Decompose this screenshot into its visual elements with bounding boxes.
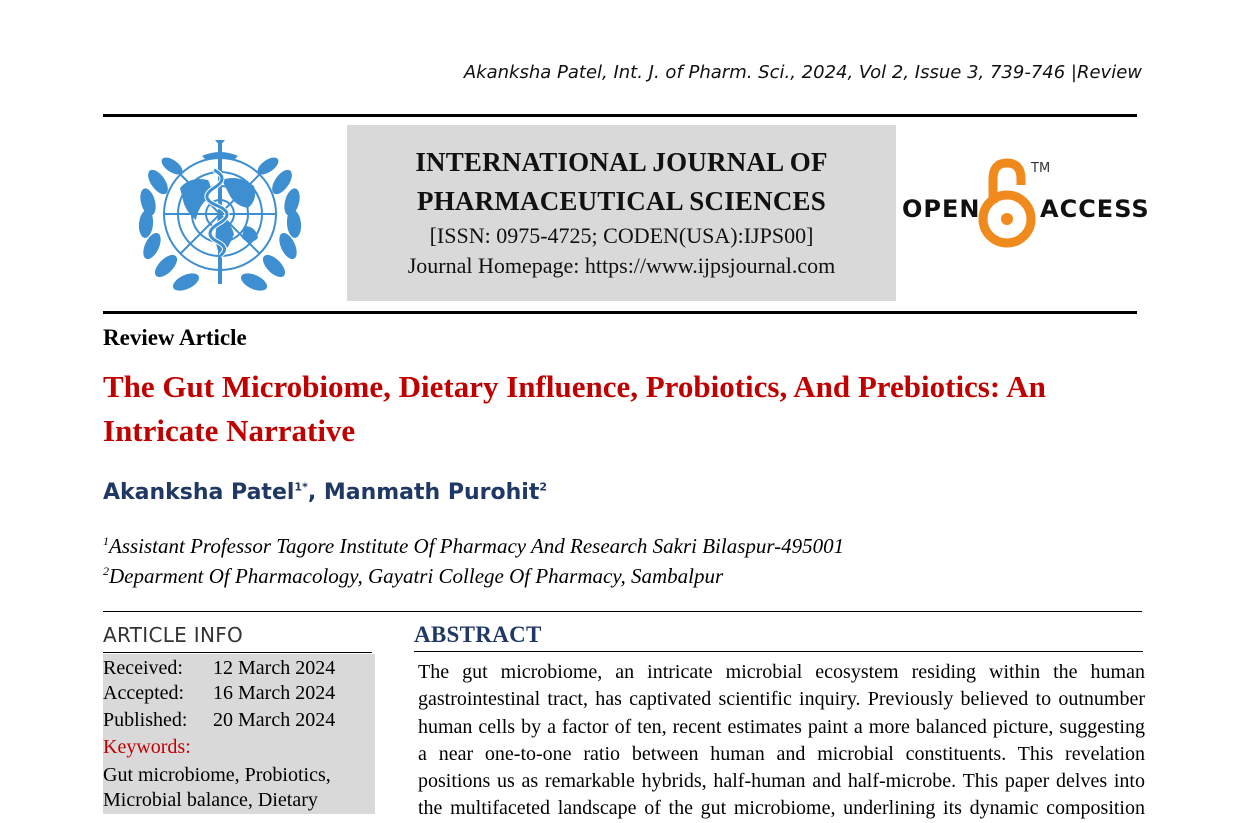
article-title-line1: The Gut Microbiome, Dietary Influence, Probiotics, And Prebiotics: An — [103, 369, 1046, 404]
open-access-left-text: OPEN — [902, 195, 981, 223]
abstract-body — [418, 659, 1145, 823]
published-date: 20 March 2024 — [213, 709, 336, 731]
accepted-label: Accepted: — [103, 682, 185, 704]
who-emblem-logo — [118, 130, 323, 302]
open-lock-icon — [977, 157, 1037, 249]
abstract-line: positions us as remarkable hybrids, half-human and half-microbe. This paper delves into — [418, 770, 1145, 793]
author-name: Manmath Purohit — [323, 480, 540, 505]
received-label: Received: — [103, 657, 183, 679]
article-info-rule — [103, 652, 372, 653]
header-top-rule — [103, 114, 1137, 117]
abstract-line: The gut microbiome, an intricate microbial ecosystem residing within the human — [418, 661, 1145, 683]
open-access-right-text: ACCESS — [1040, 195, 1150, 223]
author-list — [103, 480, 547, 505]
abstract-line: gastrointestinal tract, has captivated scientific inquiry. Previously believed to outnumber — [418, 688, 1145, 711]
accepted-date: 16 March 2024 — [213, 682, 336, 704]
published-label: Published: — [103, 709, 188, 731]
affiliation-mark: 2 — [103, 564, 109, 578]
running-head: Akanksha Patel, Int. J. of Pharm. Sci., 2024, Vol 2, Issue 3, 739-746 |Review — [463, 62, 1142, 83]
article-info-box — [103, 654, 375, 814]
article-title — [103, 365, 1153, 453]
affiliation — [103, 564, 723, 589]
received-date: 12 March 2024 — [213, 657, 336, 679]
author-separator: , — [307, 480, 324, 505]
abstract-line: the multifaceted landscape of the gut microbiome, underlining its dynamic composition — [418, 797, 1145, 820]
abstract-line: human cells by a factor of ten, recent estimates paint a more balanced picture, suggesting — [418, 715, 1145, 738]
keywords-line: Gut microbiome, Probiotics, — [103, 764, 331, 786]
article-title-line2: Intricate Narrative — [103, 413, 356, 448]
journal-issn: [ISSN: 0975-4725; CODEN(USA):IJPS00] — [429, 223, 814, 248]
open-access-logo — [902, 155, 1150, 250]
journal-homepage: Journal Homepage: https://www.ijpsjournal.com — [407, 253, 836, 278]
article-info-heading: ARTICLE INFO — [103, 623, 244, 647]
section-divider — [103, 611, 1142, 612]
accepted-row — [103, 682, 335, 705]
affiliation — [103, 534, 844, 559]
author-name: Akanksha Patel — [103, 480, 295, 505]
abstract-line: a near one-to-one ratio between human and microbial constituents. This revelation — [418, 742, 1145, 765]
abstract-rule — [414, 651, 1143, 652]
journal-title — [347, 125, 896, 221]
keywords-line: Microbial balance, Dietary — [103, 789, 318, 811]
published-row — [103, 709, 335, 732]
author-affiliation-mark: 1* — [294, 480, 308, 494]
affiliation-text: Deparment Of Pharmacology, Gayatri College Of Pharmacy, Sambalpur — [109, 564, 724, 588]
affiliation-text: Assistant Professor Tagore Institute Of Pharmacy And Research Sakri Bilaspur-495001 — [109, 534, 845, 558]
journal-masthead — [347, 125, 896, 301]
trademark-mark: TM — [1031, 161, 1051, 176]
affiliation-mark: 1 — [103, 534, 109, 548]
journal-title-line1: INTERNATIONAL JOURNAL OF — [415, 147, 828, 177]
article-type: Review Article — [103, 325, 247, 350]
journal-title-line2: PHARMACEUTICAL SCIENCES — [417, 186, 826, 216]
abstract-heading: ABSTRACT — [414, 622, 542, 647]
received-row — [103, 657, 335, 680]
author-affiliation-mark: 2 — [539, 480, 547, 494]
keywords-label: Keywords: — [103, 736, 191, 758]
header-bottom-rule — [103, 311, 1137, 314]
